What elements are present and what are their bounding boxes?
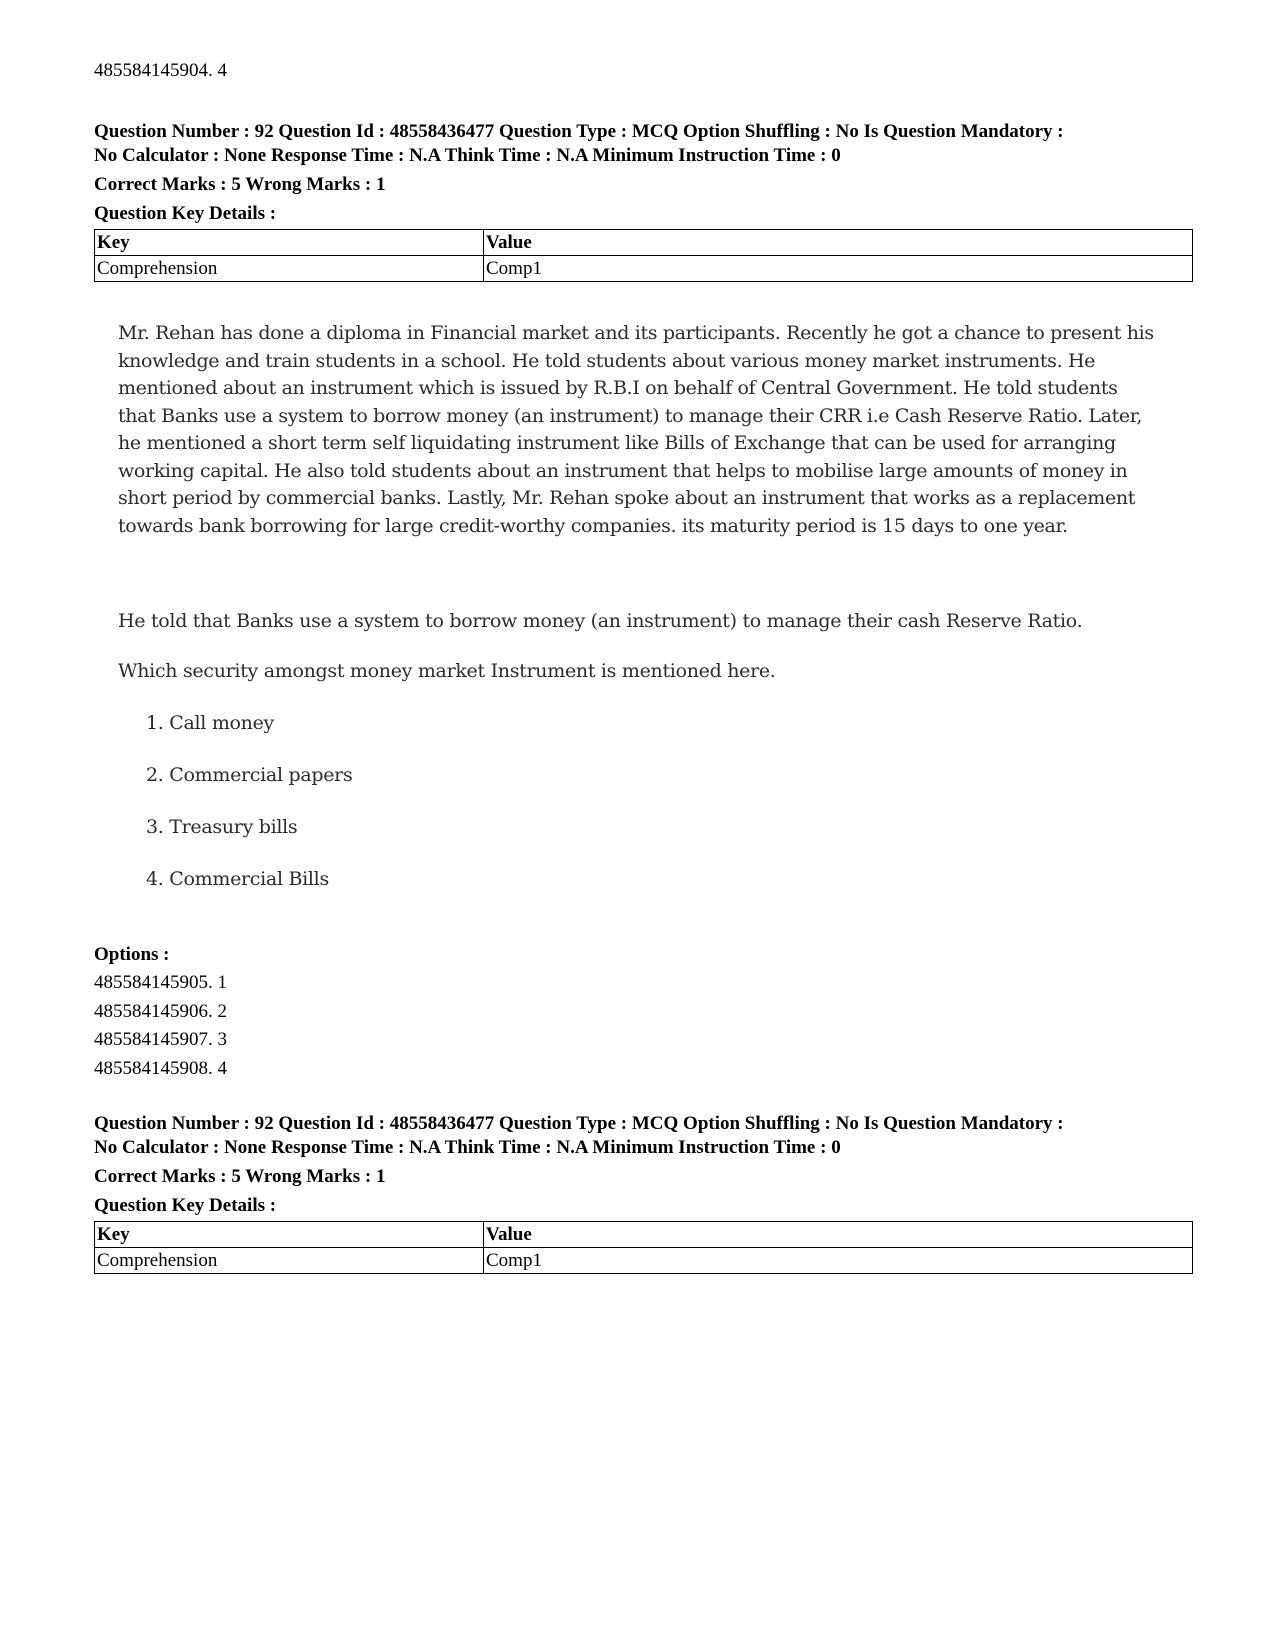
key-details-table (94, 1221, 1193, 1274)
question-header-block (94, 120, 1194, 282)
table-cell-value: Comp1 (484, 1248, 1193, 1274)
question-stem: He told that Banks use a system to borrow money (an instrument) to manage their cash Reserve Ratio. (118, 610, 1083, 632)
question-meta-line2: No Calculator : None Response Time : N.A Think Time : N.A Minimum Instruction Time : 0 (94, 1137, 841, 1158)
answer-choice: 4. Commercial Bills (146, 868, 329, 890)
table-header-row (95, 1222, 1193, 1248)
question-header-block (94, 1112, 1194, 1274)
option-item: 485584145906. 2 (94, 1000, 227, 1022)
option-item: 485584145905. 1 (94, 972, 227, 993)
passage-line: working capital. He also told students about an instrument that helps to mobilise large amounts of money in (118, 459, 1128, 482)
marks-line: Correct Marks : 5 Wrong Marks : 1 (94, 1166, 386, 1187)
passage-line: he mentioned a short term self liquidating instrument like Bills of Exchange that can be used for arranging (118, 432, 1116, 454)
key-details-label: Question Key Details : (94, 203, 277, 224)
table-cell-key: Comprehension (95, 1248, 484, 1274)
table-header-key: Key (95, 1222, 484, 1248)
table-header-value: Value (484, 230, 1193, 256)
passage-line: Mr. Rehan has done a diploma in Financial market and its participants. Recently he got a chance to present his (118, 322, 1154, 344)
options-list (94, 940, 227, 1084)
passage-line: short period by commercial banks. Lastly, Mr. Rehan spoke about an instrument that works as a replacement (118, 487, 1136, 509)
key-details-label: Question Key Details : (94, 1195, 277, 1216)
table-row (95, 256, 1193, 282)
table-row (95, 1248, 1193, 1274)
answer-choice: 3. Treasury bills (146, 816, 298, 838)
previous-option-line: 485584145904. 4 (94, 60, 227, 81)
passage-line: towards bank borrowing for large credit-worthy companies. its maturity period is 15 days to one year. (118, 514, 1068, 537)
question-meta-line2: No Calculator : None Response Time : N.A Think Time : N.A Minimum Instruction Time : 0 (94, 145, 841, 166)
marks-line: Correct Marks : 5 Wrong Marks : 1 (94, 174, 386, 195)
question-meta-line1: Question Number : 92 Question Id : 48558436477 Question Type : MCQ Option Shuffling : No Is Question Mandatory : (94, 121, 1064, 142)
answer-choice: 2. Commercial papers (146, 764, 353, 786)
table-header-row (95, 230, 1193, 256)
option-item: 485584145907. 3 (94, 1029, 227, 1051)
passage-line: that Banks use a system to borrow money (an instrument) to manage their CRR i.e Cash Reserve Ratio. Later, (118, 404, 1143, 427)
table-cell-key: Comprehension (95, 256, 484, 282)
question-image (118, 320, 1193, 890)
option-item: 485584145908. 4 (94, 1058, 227, 1080)
question-prompt: Which security amongst money market Instrument is mentioned here. (118, 660, 776, 682)
question-meta-line1: Question Number : 92 Question Id : 48558436477 Question Type : MCQ Option Shuffling : No Is Question Mandatory : (94, 1113, 1064, 1134)
table-header-key: Key (95, 230, 484, 256)
options-label: Options : (94, 944, 170, 965)
answer-choice: 1. Call money (146, 712, 274, 734)
table-cell-value: Comp1 (484, 256, 1193, 282)
key-details-table (94, 229, 1193, 282)
table-header-value: Value (484, 1222, 1193, 1248)
passage-line: mentioned about an instrument which is issued by R.B.I on behalf of Central Government. He told students (118, 377, 1118, 399)
passage-line: knowledge and train students in a school. He told students about various money market instruments. He (118, 349, 1096, 372)
comprehension-passage (118, 320, 1193, 540)
